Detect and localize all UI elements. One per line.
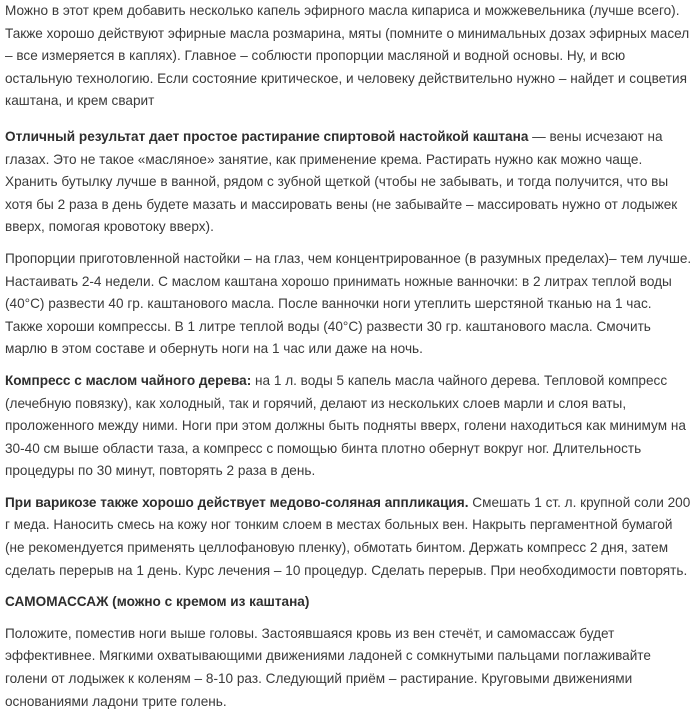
- paragraph-bold-lead: Отличный результат дает простое растирание спиртовой настойкой каштана: [5, 128, 529, 144]
- paragraph-text: Пропорции приготовленной настойки – на глаз, чем концентрированное (в разумных пределах)– тем лучше. Настаивать 2-4 недели. С маслом каштана хорошо принимать ножные ванночки: в 2 литрах теплой воды (40°С) развести 40 гр. каштанового масла. После ванночки ноги утеплить шерстяной тканью на 1 час. Также хороши компрессы. В 1 литре теплой воды (40°С) развести 30 гр. каштанового масла. Смочить марлю в этом составе и обернуть ноги на 1 час или даже на ночь.: [5, 250, 692, 357]
- paragraph-text: Можно в этот крем добавить несколько капель эфирного масла кипариса и можжевельника (лучше всего). Также хорошо действуют эфирные масла розмарина, мяты (помните о минимальных дозах эфирных масел – все измеряется в каплях). Главное – соблюсти пропорции масляной и водной основы. Ну, и всю остальную технологию. Если состояние критическое, и человеку действительно нужно – найдет и соцветия каштана, и крем сварит: [5, 3, 690, 109]
- paragraph-self-massage: [5, 623, 693, 713]
- paragraph-text: на 1 л. воды 5 капель масла чайного дерева. Тепловой компресс (лечебную повязку), как холодный, так и горячий, делают из нескольких слоев марли и слоя ваты, проложенного между ними. Ноги при этом должны быть подняты вверх, голени находиться как минимум на 30-40 см выше области таза, а компресс с помощью бинта плотно обернут вокруг ног. Длительность процедуры по 30 минут, повторять 2 раза в день.: [5, 372, 686, 479]
- paragraph-tea-tree-compress: [5, 370, 693, 483]
- paragraph-bold-lead: Компресс с маслом чайного дерева:: [5, 372, 252, 388]
- section-heading-text: САМОМАССАЖ (можно с кремом из каштана): [5, 594, 310, 610]
- paragraph-text: — вены исчезают на глазах. Это не такое «масляное» занятие, как применение крема. Растирать нужно как можно чаще. Хранить бутылку лучше в ванной, рядом с зубной щеткой (чтобы не забывать, и тогда получится, что вы хотя бы 2 раза в день будете мазать и массировать вены (не забывайте – массировать нужно от лодыжек вверх, помогая кровотоку вверх).: [5, 128, 678, 235]
- paragraph-tincture-proportions: [5, 248, 693, 361]
- paragraph-text: Смешать 1 ст. л. крупной соли 200 г меда. Наносить смесь на кожу ног тонким слоем в местах больных вен. Накрыть пергаментной бумагой (не рекомендуется применять целлофановую пленку), обмотать бинтом. Держать компресс 2 дня, затем сделать перерыв на 1 день. Курс лечения – 10 процедур. Сделать перерыв. При необходимости повторять.: [5, 494, 691, 578]
- paragraph-chestnut-tincture: [5, 126, 693, 239]
- paragraph-text: Положите, поместив ноги выше головы. Застоявшаяся кровь из вен стечёт, и самомассаж будет эффективнее. Мягкими охватывающими движениями ладоней с сомкнутыми пальцами поглаживайте голени от лодыжек к коленям – 8-10 раз. Следующий приём – растирание. Круговыми движениями основаниями ладони трите голень.: [5, 625, 651, 709]
- section-heading-self-massage: [5, 591, 693, 614]
- paragraph-honey-salt-application: [5, 492, 693, 582]
- paragraph-bold-lead: При варикозе также хорошо действует медово-соляная аппликация.: [5, 494, 469, 510]
- paragraph-cypress-oils: [5, 0, 693, 113]
